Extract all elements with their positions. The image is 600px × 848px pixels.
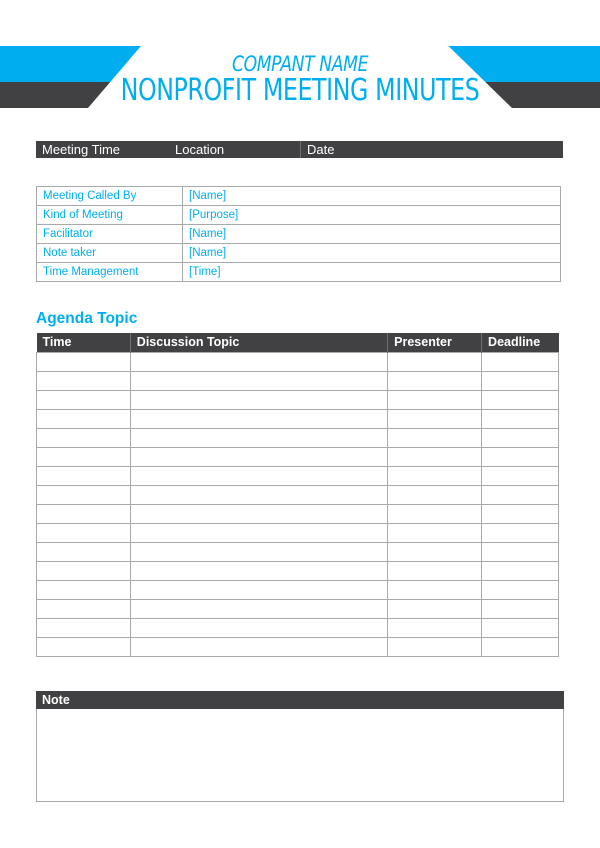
agenda-cell[interactable] <box>482 599 559 618</box>
agenda-row <box>37 371 559 390</box>
details-value[interactable]: [Time] <box>183 263 561 282</box>
details-row <box>37 225 561 244</box>
agenda-cell[interactable] <box>482 409 559 428</box>
agenda-row <box>37 352 559 371</box>
document-title: NONPROFIT MEETING MINUTES <box>120 73 480 108</box>
note-heading: Note <box>36 691 564 709</box>
agenda-row <box>37 466 559 485</box>
agenda-cell[interactable] <box>482 504 559 523</box>
details-value[interactable]: [Name] <box>183 225 561 244</box>
agenda-cell[interactable] <box>388 561 482 580</box>
agenda-cell[interactable] <box>37 390 131 409</box>
agenda-cell[interactable] <box>482 637 559 656</box>
agenda-row <box>37 390 559 409</box>
agenda-cell[interactable] <box>482 580 559 599</box>
agenda-cell[interactable] <box>130 523 387 542</box>
agenda-row <box>37 618 559 637</box>
agenda-cell[interactable] <box>130 504 387 523</box>
agenda-cell[interactable] <box>388 390 482 409</box>
agenda-cell[interactable] <box>388 466 482 485</box>
agenda-cell[interactable] <box>130 352 387 371</box>
agenda-cell[interactable] <box>37 561 131 580</box>
agenda-cell[interactable] <box>482 390 559 409</box>
agenda-cell[interactable] <box>37 428 131 447</box>
agenda-cell[interactable] <box>130 371 387 390</box>
agenda-row <box>37 542 559 561</box>
agenda-table <box>36 333 559 657</box>
agenda-cell[interactable] <box>130 599 387 618</box>
agenda-cell[interactable] <box>482 466 559 485</box>
agenda-cell[interactable] <box>388 599 482 618</box>
agenda-cell[interactable] <box>482 485 559 504</box>
agenda-cell[interactable] <box>388 447 482 466</box>
agenda-cell[interactable] <box>130 485 387 504</box>
agenda-cell[interactable] <box>388 504 482 523</box>
agenda-cell[interactable] <box>388 637 482 656</box>
agenda-cell[interactable] <box>37 580 131 599</box>
details-label: Time Management <box>37 263 183 282</box>
agenda-cell[interactable] <box>130 618 387 637</box>
agenda-cell[interactable] <box>482 523 559 542</box>
agenda-cell[interactable] <box>37 371 131 390</box>
details-row <box>37 263 561 282</box>
agenda-row <box>37 561 559 580</box>
agenda-row <box>37 523 559 542</box>
meeting-time-label: Meeting Time <box>42 142 121 157</box>
note-area[interactable] <box>36 709 564 802</box>
agenda-cell[interactable] <box>130 390 387 409</box>
agenda-cell[interactable] <box>482 352 559 371</box>
agenda-cell[interactable] <box>130 466 387 485</box>
agenda-cell[interactable] <box>482 542 559 561</box>
details-value[interactable]: [Purpose] <box>183 206 561 225</box>
details-label: Kind of Meeting <box>37 206 183 225</box>
details-label: Note taker <box>37 244 183 263</box>
agenda-header-row <box>37 333 559 352</box>
details-label: Meeting Called By <box>37 187 183 206</box>
agenda-cell[interactable] <box>388 428 482 447</box>
agenda-cell[interactable] <box>37 485 131 504</box>
agenda-cell[interactable] <box>37 504 131 523</box>
agenda-row <box>37 580 559 599</box>
agenda-cell[interactable] <box>388 371 482 390</box>
agenda-cell[interactable] <box>130 580 387 599</box>
agenda-cell[interactable] <box>388 618 482 637</box>
agenda-cell[interactable] <box>388 523 482 542</box>
agenda-cell[interactable] <box>482 447 559 466</box>
agenda-cell[interactable] <box>482 428 559 447</box>
agenda-row <box>37 504 559 523</box>
agenda-cell[interactable] <box>130 637 387 656</box>
agenda-cell[interactable] <box>37 352 131 371</box>
location-label: Location <box>169 141 301 158</box>
details-label: Facilitator <box>37 225 183 244</box>
agenda-cell[interactable] <box>482 561 559 580</box>
agenda-cell[interactable] <box>37 409 131 428</box>
agenda-cell[interactable] <box>482 618 559 637</box>
details-row <box>37 187 561 206</box>
company-name: COMPANT NAME <box>231 52 369 76</box>
details-value[interactable]: [Name] <box>183 244 561 263</box>
agenda-cell[interactable] <box>37 523 131 542</box>
agenda-cell[interactable] <box>130 409 387 428</box>
agenda-row <box>37 485 559 504</box>
agenda-cell[interactable] <box>37 447 131 466</box>
agenda-col-presenter: Presenter <box>388 333 482 352</box>
agenda-cell[interactable] <box>130 561 387 580</box>
details-row <box>37 206 561 225</box>
agenda-cell[interactable] <box>388 580 482 599</box>
agenda-row <box>37 599 559 618</box>
agenda-cell[interactable] <box>37 618 131 637</box>
details-value[interactable]: [Name] <box>183 187 561 206</box>
agenda-col-deadline: Deadline <box>482 333 559 352</box>
agenda-cell[interactable] <box>37 637 131 656</box>
meeting-details-table <box>36 186 561 282</box>
agenda-cell[interactable] <box>388 485 482 504</box>
details-row <box>37 244 561 263</box>
agenda-row <box>37 447 559 466</box>
agenda-cell[interactable] <box>388 352 482 371</box>
agenda-cell[interactable] <box>130 447 387 466</box>
agenda-col-time: Time <box>37 333 131 352</box>
agenda-col-discussion-topic: Discussion Topic <box>130 333 387 352</box>
agenda-cell[interactable] <box>37 542 131 561</box>
agenda-cell[interactable] <box>482 371 559 390</box>
agenda-cell[interactable] <box>37 599 131 618</box>
agenda-cell[interactable] <box>388 409 482 428</box>
agenda-row <box>37 637 559 656</box>
agenda-cell[interactable] <box>130 428 387 447</box>
agenda-row <box>37 428 559 447</box>
agenda-cell[interactable] <box>130 542 387 561</box>
date-label: Date <box>307 142 335 157</box>
agenda-row <box>37 409 559 428</box>
agenda-cell[interactable] <box>37 466 131 485</box>
meeting-info-bar <box>36 141 563 158</box>
agenda-heading: Agenda Topic <box>36 310 138 327</box>
agenda-cell[interactable] <box>388 542 482 561</box>
